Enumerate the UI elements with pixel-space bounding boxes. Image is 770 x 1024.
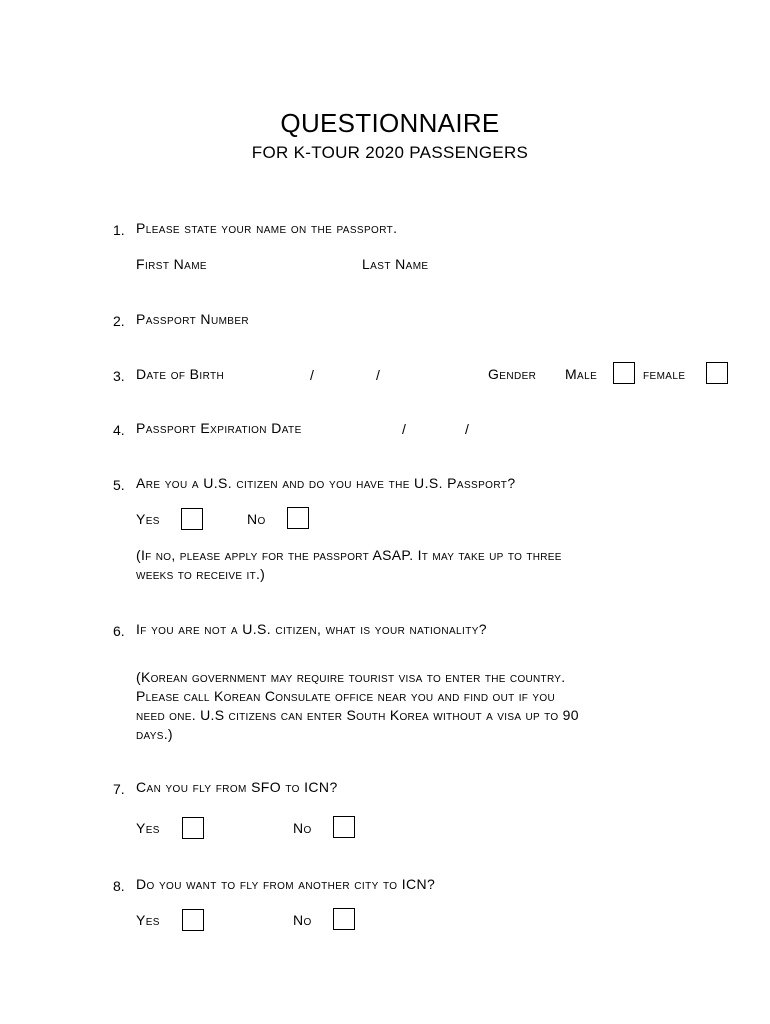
q8-yes-label: Yes xyxy=(136,912,160,928)
q5-yes-checkbox[interactable] xyxy=(181,508,203,530)
q7-no-label: No xyxy=(293,820,312,836)
question-1-number: 1. xyxy=(113,222,125,238)
q5-no-checkbox[interactable] xyxy=(287,507,309,529)
question-2-text: Passport Number xyxy=(136,311,250,327)
q6-note-line-1: (Korean government may require tourist visa to enter the country. xyxy=(136,669,566,685)
q7-yes-label: Yes xyxy=(136,820,160,836)
gender-label: Gender xyxy=(488,366,537,382)
male-checkbox[interactable] xyxy=(613,362,635,384)
q6-note-line-4: days.) xyxy=(136,726,173,742)
q5-note-line-2: weeks to receive it.) xyxy=(136,566,266,582)
female-label: female xyxy=(643,366,686,382)
question-4-number: 4. xyxy=(113,422,125,438)
male-label: Male xyxy=(565,366,598,382)
q5-no-label: No xyxy=(247,511,266,527)
question-1-text: Please state your name on the passport. xyxy=(136,220,398,236)
q5-note xyxy=(136,546,696,584)
question-3-text: Date of Birth xyxy=(136,366,225,382)
question-2-number: 2. xyxy=(113,313,125,329)
last-name-label: Last Name xyxy=(362,256,429,272)
question-6-number: 6. xyxy=(113,623,125,639)
dob-slash-2: / xyxy=(376,367,380,383)
q6-note xyxy=(136,668,696,744)
dob-slash-1: / xyxy=(310,367,314,383)
q6-note-line-3: need one. U.S citizens can enter South Korea without a visa up to 90 xyxy=(136,707,579,723)
q7-no-checkbox[interactable] xyxy=(333,816,355,838)
question-8-text: Do you want to fly from another city to ICN? xyxy=(136,876,436,892)
q8-no-label: No xyxy=(293,912,312,928)
expiry-slash-2: / xyxy=(465,421,469,437)
q7-yes-checkbox[interactable] xyxy=(182,817,204,839)
q5-note-line-1: (If no, please apply for the passport ASAP. It may take up to three xyxy=(136,547,562,563)
female-checkbox[interactable] xyxy=(706,362,728,384)
first-name-label: First Name xyxy=(136,256,207,272)
question-4-text: Passport Expiration Date xyxy=(136,420,302,436)
question-6-text: If you are not a U.S. citizen, what is your nationality? xyxy=(136,621,487,637)
question-8-number: 8. xyxy=(113,878,125,894)
q8-no-checkbox[interactable] xyxy=(333,908,355,930)
question-3-number: 3. xyxy=(113,368,125,384)
question-5-text: Are you a U.S. citizen and do you have the U.S. Passport? xyxy=(136,475,516,491)
question-7-text: Can you fly from SFO to ICN? xyxy=(136,779,338,795)
question-5-number: 5. xyxy=(113,477,125,493)
page-subtitle: FOR K-TOUR 2020 PASSENGERS xyxy=(251,143,529,162)
question-7-number: 7. xyxy=(113,781,125,797)
page-title: QUESTIONNAIRE xyxy=(280,108,500,138)
q8-yes-checkbox[interactable] xyxy=(182,909,204,931)
q5-yes-label: Yes xyxy=(136,511,160,527)
q6-note-line-2: Please call Korean Consulate office near you and find out if you xyxy=(136,688,555,704)
expiry-slash-1: / xyxy=(402,421,406,437)
